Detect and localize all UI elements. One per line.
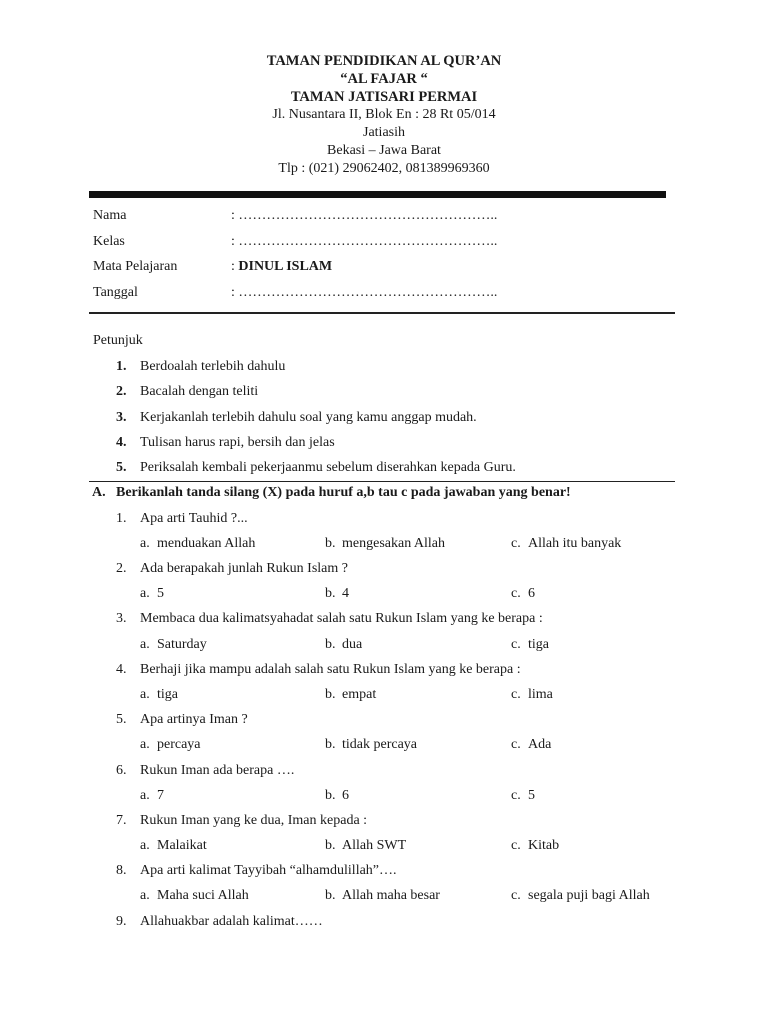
option-text: menduakan Allah xyxy=(157,536,256,551)
question-number: 1. xyxy=(116,511,127,526)
option-letter: c. xyxy=(511,737,521,752)
option-b xyxy=(325,737,417,753)
option-a xyxy=(140,687,178,703)
option-text: Saturday xyxy=(157,637,207,652)
identity-row-kelas xyxy=(93,234,673,254)
identity-value-wrap xyxy=(231,259,332,275)
instruction-number: 4. xyxy=(116,435,127,450)
instruction-number: 1. xyxy=(116,359,127,374)
option-text: Ada xyxy=(528,737,552,752)
header-divider xyxy=(89,191,666,198)
option-text: segala puji bagi Allah xyxy=(528,888,650,903)
letterhead xyxy=(0,52,768,178)
option-letter: b. xyxy=(325,788,336,803)
option-text: 7 xyxy=(157,788,164,803)
question-text: Ada berapakah junlah Rukun Islam ? xyxy=(140,561,348,576)
question-number: 8. xyxy=(116,863,127,878)
question-number: 6. xyxy=(116,763,127,778)
option-c xyxy=(511,888,650,904)
option-a xyxy=(140,888,249,904)
option-letter: b. xyxy=(325,687,336,702)
option-text: Allah itu banyak xyxy=(528,536,622,551)
option-text: Allah maha besar xyxy=(342,888,440,903)
option-text: mengesakan Allah xyxy=(342,536,446,551)
option-letter: b. xyxy=(325,586,336,601)
section-divider xyxy=(89,481,675,482)
identity-row-nama xyxy=(93,208,673,228)
option-b xyxy=(325,838,406,854)
school-name: “AL FAJAR “ xyxy=(340,71,428,87)
question-number: 4. xyxy=(116,662,127,677)
question-text: Rukun Iman ada berapa …. xyxy=(140,763,295,778)
identity-label: Tanggal xyxy=(93,285,138,300)
question-text: Apa arti Tauhid ?... xyxy=(140,511,248,526)
section-title: Berikanlah tanda silang (X) pada huruf a,b tau c pada jawaban yang benar! xyxy=(116,485,571,500)
instruction-text: Periksalah kembali pekerjaanmu sebelum diserahkan kepada Guru. xyxy=(140,460,516,475)
instruction-number: 3. xyxy=(116,410,127,425)
instruction-number: 2. xyxy=(116,384,127,399)
option-c xyxy=(511,838,559,854)
option-text: Maha suci Allah xyxy=(157,888,249,903)
option-letter: b. xyxy=(325,838,336,853)
option-text: 6 xyxy=(528,586,535,601)
identity-value: : ……………………………………………….. xyxy=(231,234,498,249)
option-c xyxy=(511,637,549,653)
school-address: Jl. Nusantara II, Blok En : 28 Rt 05/014 xyxy=(272,107,496,122)
option-text: tidak percaya xyxy=(342,737,418,752)
instruction-text: Tulisan harus rapi, bersih dan jelas xyxy=(140,435,335,450)
question-text: Apa arti kalimat Tayyibah “alhamdulillah”…. xyxy=(140,863,397,878)
option-text: Malaikat xyxy=(157,838,207,853)
option-a xyxy=(140,788,164,804)
option-text: 6 xyxy=(342,788,349,803)
option-b xyxy=(325,536,445,552)
option-letter: c. xyxy=(511,888,521,903)
subject-value: DINUL ISLAM xyxy=(238,259,333,274)
option-text: 5 xyxy=(528,788,535,803)
option-letter: c. xyxy=(511,788,521,803)
instructions-title: Petunjuk xyxy=(93,333,143,348)
option-text: tiga xyxy=(157,687,178,702)
option-b xyxy=(325,586,349,602)
question-text: Berhaji jika mampu adalah salah satu Rukun Islam yang ke berapa : xyxy=(140,662,521,677)
option-a xyxy=(140,637,207,653)
option-text: Allah SWT xyxy=(342,838,407,853)
option-b xyxy=(325,888,440,904)
option-letter: a. xyxy=(140,788,150,803)
option-text: dua xyxy=(342,637,363,652)
option-letter: a. xyxy=(140,637,150,652)
question-number: 3. xyxy=(116,611,127,626)
option-c xyxy=(511,687,553,703)
question-number: 5. xyxy=(116,712,127,727)
identity-value: : ……………………………………………….. xyxy=(231,208,498,223)
option-text: Kitab xyxy=(528,838,560,853)
option-text: lima xyxy=(528,687,553,702)
identity-value: : ……………………………………………….. xyxy=(231,285,498,300)
option-a xyxy=(140,536,255,552)
identity-label: Nama xyxy=(93,208,127,223)
option-b xyxy=(325,788,349,804)
school-phone: Tlp : (021) 29062402, 081389969360 xyxy=(278,161,490,176)
option-letter: a. xyxy=(140,888,150,903)
option-a xyxy=(140,586,164,602)
question-number: 7. xyxy=(116,813,127,828)
instruction-text: Bacalah dengan teliti xyxy=(140,384,259,399)
option-c xyxy=(511,788,535,804)
section-letter: A. xyxy=(92,485,106,500)
identity-value-prefix: : xyxy=(231,259,239,274)
option-c xyxy=(511,737,551,753)
identity-row-tanggal xyxy=(93,285,673,305)
option-a xyxy=(140,737,201,753)
identity-label: Kelas xyxy=(93,234,125,249)
option-letter: a. xyxy=(140,737,150,752)
option-text: percaya xyxy=(157,737,201,752)
option-letter: b. xyxy=(325,536,336,551)
option-a xyxy=(140,838,207,854)
option-letter: b. xyxy=(325,888,336,903)
option-text: 5 xyxy=(157,586,164,601)
option-letter: c. xyxy=(511,838,521,853)
option-text: empat xyxy=(342,687,377,702)
option-letter: a. xyxy=(140,838,150,853)
option-letter: b. xyxy=(325,737,336,752)
identity-divider xyxy=(89,312,675,314)
option-letter: a. xyxy=(140,687,150,702)
option-text: tiga xyxy=(528,637,549,652)
option-b xyxy=(325,687,376,703)
option-letter: a. xyxy=(140,536,150,551)
school-city: Bekasi – Jawa Barat xyxy=(327,143,441,158)
school-district: Jatiasih xyxy=(363,125,405,140)
question-number: 2. xyxy=(116,561,127,576)
question-text: Allahuakbar adalah kalimat…… xyxy=(140,914,323,929)
option-letter: b. xyxy=(325,637,336,652)
question-number: 9. xyxy=(116,914,127,929)
option-text: 4 xyxy=(342,586,349,601)
school-area: TAMAN JATISARI PERMAI xyxy=(290,89,478,105)
option-b xyxy=(325,637,362,653)
option-letter: c. xyxy=(511,586,521,601)
option-c xyxy=(511,536,621,552)
option-c xyxy=(511,586,535,602)
option-letter: c. xyxy=(511,536,521,551)
identity-label: Mata Pelajaran xyxy=(93,259,178,274)
instruction-text: Kerjakanlah terlebih dahulu soal yang kamu anggap mudah. xyxy=(140,410,477,425)
instruction-text: Berdoalah terlebih dahulu xyxy=(140,359,286,374)
school-title: TAMAN PENDIDIKAN AL QUR’AN xyxy=(266,53,502,69)
instruction-number: 5. xyxy=(116,460,127,475)
option-letter: c. xyxy=(511,687,521,702)
question-text: Apa artinya Iman ? xyxy=(140,712,248,727)
option-letter: a. xyxy=(140,586,150,601)
option-letter: c. xyxy=(511,637,521,652)
identity-row-mata-pelajaran xyxy=(93,259,673,279)
question-text: Membaca dua kalimatsyahadat salah satu Rukun Islam yang ke berapa : xyxy=(140,611,543,626)
question-text: Rukun Iman yang ke dua, Iman kepada : xyxy=(140,813,368,828)
